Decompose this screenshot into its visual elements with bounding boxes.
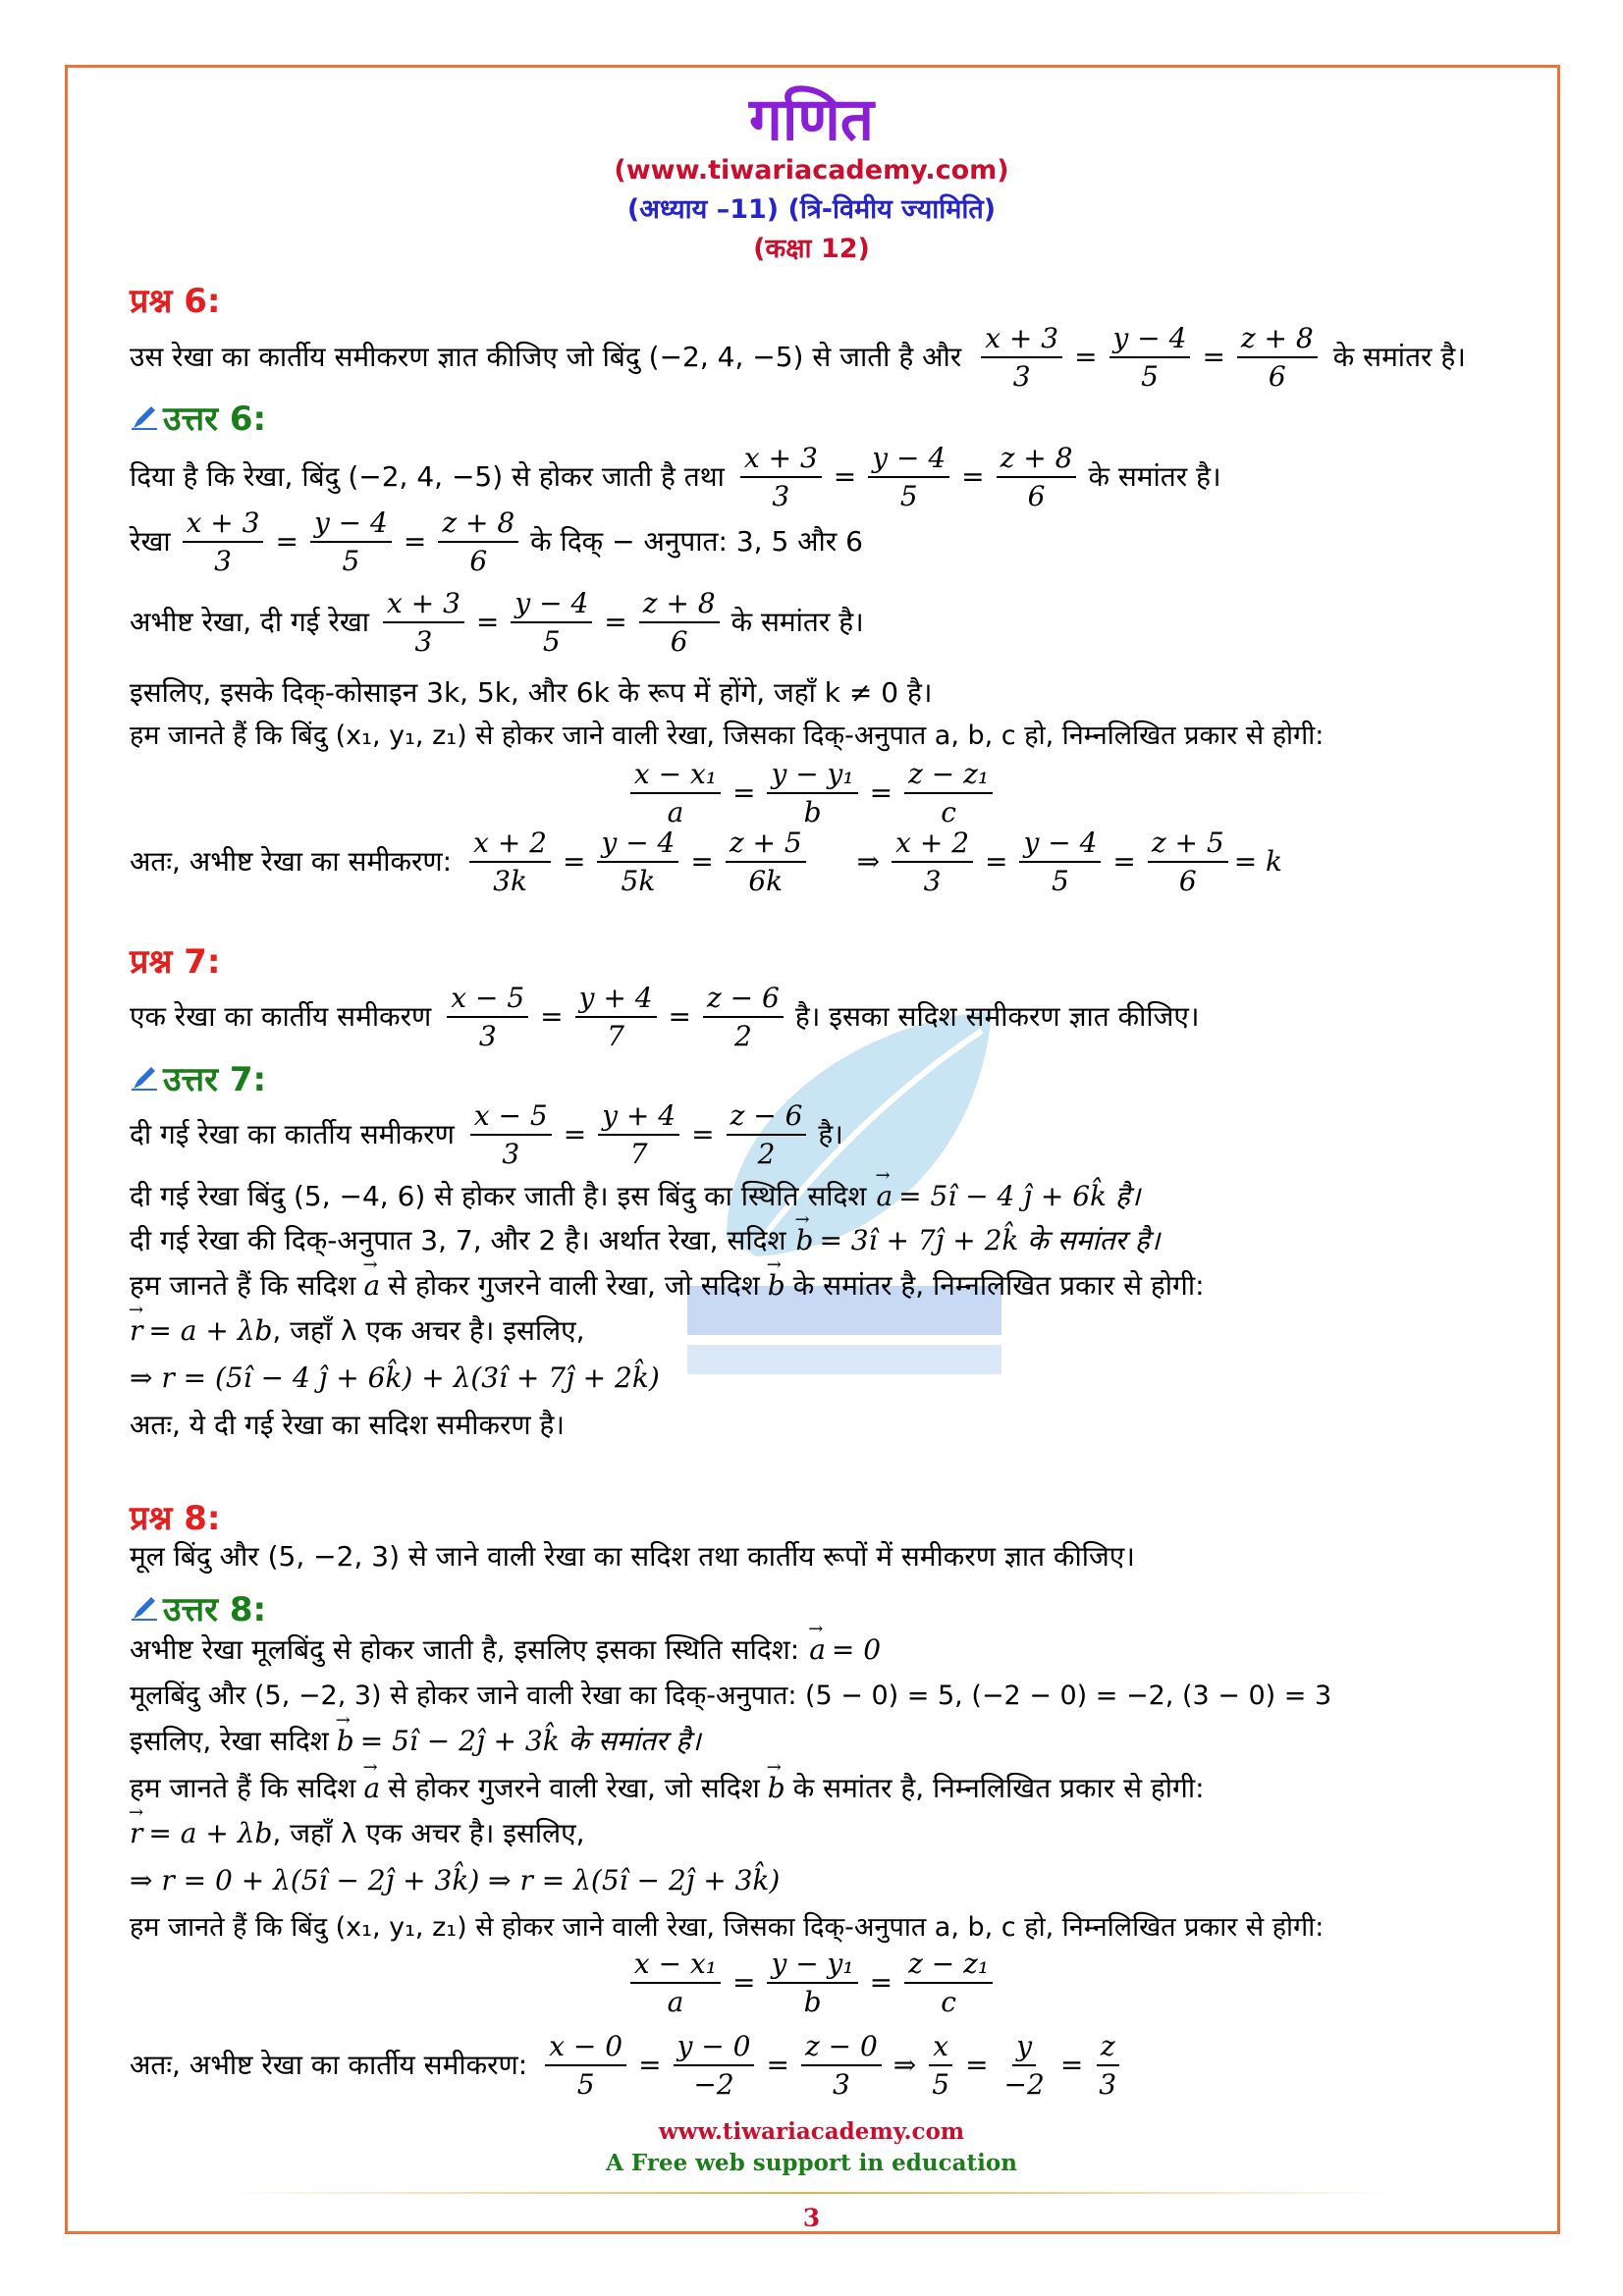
page-number: 3 xyxy=(802,2204,821,2232)
fraction: $\frac{z - 6}{2}$ xyxy=(703,984,784,1051)
fraction: $\frac{x - 0}{5}$ xyxy=(545,2032,626,2100)
a7-line-1: दी गई रेखा का कार्तीय समीकरण $\frac{x - 5}{3}$ = $\frac{y + 4}{7}$ = $\frac{z - 6}{2}$ है। xyxy=(130,1098,843,1170)
fraction: $\frac{z + 8}{6}$ xyxy=(997,444,1077,511)
fraction: $\frac{z + 5}{6}$ xyxy=(1148,828,1228,896)
question-8-heading: प्रश्न 8: xyxy=(130,1499,221,1538)
a6-line-4: इसलिए, इसके दिक्-कोसाइन 3k, 5k, और 6k के रूप में होंगे, जहाँ k ≠ 0 है। xyxy=(130,676,933,709)
answer-8-heading xyxy=(130,1585,266,1630)
fraction: $\frac{z + 8}{6}$ xyxy=(639,589,720,657)
fraction: $\frac{z - 0}{3}$ xyxy=(801,2032,882,2100)
chapter-line: (अध्याय –11) (त्रि-विमीय ज्यामिति) xyxy=(626,194,997,225)
answer-8-label: उत्तर 8: xyxy=(163,1590,267,1629)
fraction: $\frac{z + 5}{6k}$ xyxy=(726,828,806,896)
fraction: $\frac{\text{x − x₁}}{a}$ xyxy=(630,1949,721,2017)
fraction: $\frac{\text{y − y₁}}{b}$ xyxy=(767,760,857,828)
a8-line-7: हम जानते हैं कि बिंदु (x₁, y₁, z₁) से होकर जाने वाली रेखा, जिसका दिक्-अनुपात a, b, c हो, निम्नलिखित प्रकार से होगी: xyxy=(130,1912,1325,1943)
class-line: (कक्षा 12) xyxy=(753,234,870,264)
a6-general-form: $\frac{\text{x − x₁}}{a}$ = $\frac{\text{y − y₁}}{b}$ = $\frac{\text{z − z₁}}{c}$ xyxy=(0,758,1623,828)
fraction: $\frac{\text{y − y₁}}{b}$ xyxy=(767,1949,857,2017)
fraction: $\frac{y + 4}{7}$ xyxy=(575,984,657,1051)
fraction: $\frac{y - 4}{5}$ xyxy=(511,589,592,657)
fraction: $\frac{x - 5}{3}$ xyxy=(470,1101,552,1169)
fraction: $\frac{x + 3}{3}$ xyxy=(183,508,264,576)
q6-text-b: के समांतर है। xyxy=(1332,341,1466,373)
answer-7-heading xyxy=(130,1055,266,1100)
fraction: $\frac{x + 3}{3}$ xyxy=(740,444,822,511)
a6-line-3: अभीष्ट रेखा, दी गई रेखा $\frac{x + 3}{3}$ = $\frac{y - 4}{5}$ = $\frac{z + 8}{6}$ के समांतर है। xyxy=(130,586,864,658)
fraction: $\frac{\text{x − x₁}}{a}$ xyxy=(630,760,721,828)
answer-6-label: उत्तर 6: xyxy=(163,400,267,439)
pen-icon xyxy=(130,1593,159,1623)
question-7-heading: प्रश्न 7: xyxy=(130,942,221,982)
answer-7-label: उत्तर 7: xyxy=(163,1060,267,1099)
a8-line-9: अतः, अभीष्ट रेखा का कार्तीय समीकरण: $\frac{x - 0}{5}$ = $\frac{y - 0}{-2}$ = $\frac{z - 0}{3}$ ⇒ $\frac{x}{5}$ = $\frac{y}{-2}$ = $\frac{z}{3}$ xyxy=(130,2030,1126,2101)
a8-line-2: मूलबिंदु और (5, −2, 3) से होकर जाने वाली रेखा का दिक्-अनुपात: (5 − 0) = 5, (−2 − 0) = −2, (3 − 0) = 3 xyxy=(130,1681,1332,1711)
fraction: $\frac{x + 2}{3k}$ xyxy=(469,828,551,896)
fraction: $\frac{y - 0}{-2}$ xyxy=(674,2032,755,2100)
question-7-text: एक रेखा का कार्तीय समीकरण $\frac{x - 5}{3}$ = $\frac{y + 4}{7}$ = $\frac{z - 6}{2}$ है। इसका सदिश समीकरण ज्ञात कीजिए। xyxy=(130,981,1200,1052)
fraction: $\frac{z - 6}{2}$ xyxy=(727,1101,807,1169)
question-6-heading: प्रश्न 6: xyxy=(130,282,221,321)
answer-6-heading xyxy=(130,395,266,440)
a8-line-6: ⇒ r = 0 + λ(5î − 2ĵ + 3k̂) ⇒ r = λ(5î − 2ĵ + 3k̂) xyxy=(130,1864,781,1896)
a7-line-3: दी गई रेखा की दिक्-अनुपात 3, 7, और 2 है। अर्थात रेखा, सदिश → b = 3î + 7ĵ + 2k̂ के समांतर है। xyxy=(130,1227,1160,1255)
fraction: $\frac{\text{z − z₁}}{c}$ xyxy=(904,1949,993,2017)
footer-url[interactable]: www.tiwariacademy.com xyxy=(658,2118,965,2145)
site-line: (www.tiwariacademy.com) xyxy=(614,155,1009,186)
fraction: $\frac{z + 8}{6}$ xyxy=(1237,324,1318,392)
fraction: $\frac{z + 8}{6}$ xyxy=(438,508,518,576)
fraction: $\frac{y - 4}{5}$ xyxy=(310,508,392,576)
fraction: $\frac{y + 4}{7}$ xyxy=(598,1101,679,1169)
a8-line-4: हम जानते हैं कि सदिश → a से होकर गुजरने वाली रेखा, जो सदिश → b के समांतर है, निम्नलिखित प्रकार से होगी: xyxy=(130,1775,1205,1802)
fraction: $\frac{y - 4}{5}$ xyxy=(868,444,949,511)
a6-line-5: हम जानते हैं कि बिंदु (x₁, y₁, z₁) से होकर जाने वाली रेखा, जिसका दिक्-अनुपात a, b, c हो, निम्नलिखित प्रकार से होगी: xyxy=(130,721,1325,751)
a8-line-1: अभीष्ट रेखा मूलबिंदु से होकर जाती है, इसलिए इसका स्थिति सदिश: → a = 0 xyxy=(130,1636,881,1664)
a7-line-4: हम जानते हैं कि सदिश → a से होकर गुजरने वाली रेखा, जो सदिश → b के समांतर है, निम्नलिखित प्रकार से होगी: xyxy=(130,1272,1205,1300)
a7-line-6: ⇒ r = (5î − 4 ĵ + 6k̂) + λ(3î + 7ĵ + 2k̂) xyxy=(130,1362,660,1394)
page-title: गणित xyxy=(749,85,874,154)
a7-line-7: अतः, ये दी गई रेखा का सदिश समीकरण है। xyxy=(130,1409,566,1441)
pen-icon xyxy=(130,402,159,432)
fraction: $\frac{y - 4}{5}$ xyxy=(1109,324,1191,392)
fraction: $\frac{x}{5}$ xyxy=(928,2032,953,2100)
q6-text-a: उस रेखा का कार्तीय समीकरण ज्ञात कीजिए जो बिंदु (−2, 4, −5) से जाती है और xyxy=(130,341,962,373)
a8-general-form: $\frac{\text{x − x₁}}{a}$ = $\frac{\text{y − y₁}}{b}$ = $\frac{\text{z − z₁}}{c}$ xyxy=(0,1948,1623,2018)
a6-line-2: रेखा $\frac{x + 3}{3}$ = $\frac{y - 4}{5}$ = $\frac{z + 8}{6}$ के दिक् − अनुपात: 3, 5 और 6 xyxy=(130,506,863,577)
a7-line-5: → r = a + λb , जहाँ λ एक अचर है। इसलिए, xyxy=(130,1317,585,1345)
footer-divider xyxy=(226,2192,1397,2194)
question-8-text: मूल बिंदु और (5, −2, 3) से जाने वाली रेखा का सदिश तथा कार्तीय रूपों में समीकरण ज्ञात कीजिए। xyxy=(130,1540,1135,1573)
a7-line-2: दी गई रेखा बिंदु (5, −4, 6) से होकर जाती है। इस बिंदु का स्थिति सदिश → a = 5î − 4 ĵ + 6k̂ है। xyxy=(130,1183,1140,1210)
fraction: $\frac{x - 5}{3}$ xyxy=(447,984,528,1051)
question-6-text: उस रेखा का कार्तीय समीकरण ज्ञात कीजिए जो बिंदु (−2, 4, −5) से जाती है और $\frac{x + 3}{3}$ = $\frac{y - 4}{5}$ = $\frac{z + 8}{6}$ के समांतर है। xyxy=(130,321,1466,393)
fraction: $\frac{x + 3}{3}$ xyxy=(981,324,1062,392)
a6-line-1: दिया है कि रेखा, बिंदु (−2, 4, −5) से होकर जाती है तथा $\frac{x + 3}{3}$ = $\frac{y - 4}{5}$ = $\frac{z + 8}{6}$ के समांतर है। xyxy=(130,441,1221,512)
fraction: $\frac{x + 2}{3}$ xyxy=(892,828,973,896)
fraction: $\frac{x + 3}{3}$ xyxy=(383,589,464,657)
fraction: $\frac{y - 4}{5k}$ xyxy=(597,828,678,896)
a6-line-7: अतः, अभीष्ट रेखा का समीकरण: $\frac{x + 2}{3k}$ = $\frac{y - 4}{5k}$ = $\frac{z + 5}{6k}$ ⇒ $\frac{x + 2}{3}$ = $\frac{y - 4}{5}$ = $\frac{z + 5}{6}$ = k xyxy=(130,826,1283,897)
fraction: $\frac{y}{-2}$ xyxy=(1003,2029,1045,2101)
fraction: $\frac{z}{3}$ xyxy=(1095,2032,1120,2100)
footer-tagline: A Free web support in education xyxy=(606,2150,1017,2176)
a8-line-3: इसलिए, रेखा सदिश → b = 5î − 2ĵ + 3k̂ के समांतर है। xyxy=(130,1728,701,1755)
fraction: $\frac{y - 4}{5}$ xyxy=(1019,828,1101,896)
a8-line-5: → r = a + λb , जहाँ λ एक अचर है। इसलिए, xyxy=(130,1820,585,1847)
fraction: $\frac{\text{z − z₁}}{c}$ xyxy=(904,760,993,828)
pen-icon xyxy=(130,1063,159,1093)
